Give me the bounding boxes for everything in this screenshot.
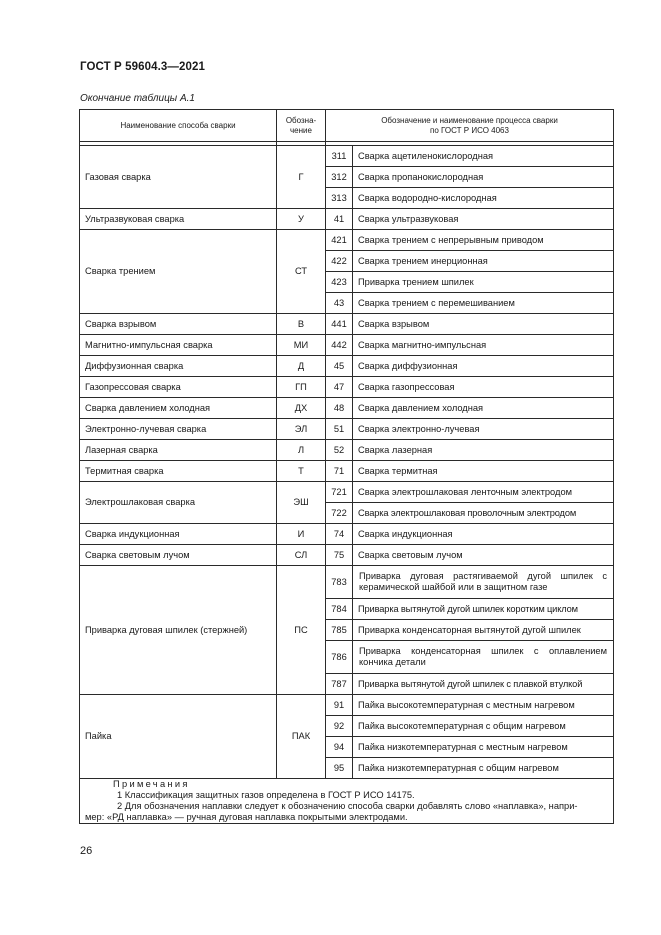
process-code-cell: 74 bbox=[326, 524, 353, 545]
process-name-cell: Сварка давлением холодная bbox=[353, 398, 614, 419]
process-code-cell: 47 bbox=[326, 377, 353, 398]
process-code-cell: 75 bbox=[326, 545, 353, 566]
table-row bbox=[80, 419, 614, 440]
table-row bbox=[80, 461, 614, 482]
process-name-cell: Пайка низкотемпературная с общим нагревом bbox=[353, 758, 614, 779]
process-name-cell: Сварка термитная bbox=[353, 461, 614, 482]
process-code-cell: 92 bbox=[326, 716, 353, 737]
designation-cell: Г bbox=[277, 146, 326, 209]
method-name-cell: Приварка дуговая шпилек (стержней) bbox=[80, 566, 277, 695]
notes-cell bbox=[80, 779, 614, 824]
process-name-cell: Приварка трением шпилек bbox=[353, 272, 614, 293]
process-code-cell: 722 bbox=[326, 503, 353, 524]
process-code-cell: 785 bbox=[326, 620, 353, 641]
process-code-cell: 71 bbox=[326, 461, 353, 482]
table-row bbox=[80, 209, 614, 230]
table-row bbox=[80, 314, 614, 335]
table-row bbox=[80, 398, 614, 419]
process-name-cell: Сварка электрошлаковая ленточным электродом bbox=[353, 482, 614, 503]
process-code-cell: 422 bbox=[326, 251, 353, 272]
table-row bbox=[80, 377, 614, 398]
process-code-cell: 783 bbox=[326, 566, 353, 599]
process-code-cell: 787 bbox=[326, 674, 353, 695]
method-name-cell: Электрошлаковая сварка bbox=[80, 482, 277, 524]
designation-cell: СТ bbox=[277, 230, 326, 314]
process-code-cell: 421 bbox=[326, 230, 353, 251]
process-code-cell: 721 bbox=[326, 482, 353, 503]
method-name-cell: Сварка взрывом bbox=[80, 314, 277, 335]
designation-cell: МИ bbox=[277, 335, 326, 356]
process-code-cell: 45 bbox=[326, 356, 353, 377]
table-row bbox=[80, 545, 614, 566]
notes-row bbox=[80, 779, 614, 824]
process-name-cell: Пайка низкотемпературная с местным нагревом bbox=[353, 737, 614, 758]
process-code-cell: 94 bbox=[326, 737, 353, 758]
process-name-cell: Приварка конденсаторная вытянутой дугой шпилек bbox=[353, 620, 614, 641]
process-code-cell: 51 bbox=[326, 419, 353, 440]
process-code-cell: 423 bbox=[326, 272, 353, 293]
table-body bbox=[80, 142, 614, 779]
process-code-cell: 41 bbox=[326, 209, 353, 230]
table-header-row bbox=[80, 110, 614, 142]
welding-methods-table bbox=[79, 109, 614, 824]
process-code-cell: 91 bbox=[326, 695, 353, 716]
note-2-line-1: 2 Для обозначения наплавки следует к обозначению способа сварки добавлять слово «наплавка», напри- bbox=[117, 801, 578, 811]
method-name-cell: Электронно-лучевая сварка bbox=[80, 419, 277, 440]
process-code-cell: 312 bbox=[326, 167, 353, 188]
designation-cell: Д bbox=[277, 356, 326, 377]
process-name-cell: Сварка индукционная bbox=[353, 524, 614, 545]
process-name-cell: Сварка газопрессовая bbox=[353, 377, 614, 398]
header-designation: Обозна- чение bbox=[277, 110, 326, 142]
method-name-cell: Сварка индукционная bbox=[80, 524, 277, 545]
header-process: Обозначение и наименование процесса сварки по ГОСТ Р ИСО 4063 bbox=[326, 110, 614, 142]
process-name-cell: Сварка световым лучом bbox=[353, 545, 614, 566]
table-row bbox=[80, 695, 614, 716]
document-code: ГОСТ Р 59604.3—2021 bbox=[80, 61, 205, 73]
process-code-cell: 43 bbox=[326, 293, 353, 314]
designation-cell: ПАК bbox=[277, 695, 326, 779]
header-method: Наименование способа сварки bbox=[80, 110, 277, 142]
table-caption: Окончание таблицы А.1 bbox=[80, 93, 195, 104]
table-row bbox=[80, 566, 614, 599]
process-code-cell: 441 bbox=[326, 314, 353, 335]
designation-cell: ПС bbox=[277, 566, 326, 695]
method-name-cell: Сварка давлением холодная bbox=[80, 398, 277, 419]
process-code-cell: 442 bbox=[326, 335, 353, 356]
page-number: 26 bbox=[80, 845, 93, 857]
designation-cell: У bbox=[277, 209, 326, 230]
process-name-cell: Сварка ультразвуковая bbox=[353, 209, 614, 230]
process-code-cell: 786 bbox=[326, 641, 353, 674]
process-name-cell: Приварка конденсаторная шпилек с оплавлением кончика детали bbox=[353, 641, 614, 674]
process-name-cell: Пайка высокотемпературная с местным нагревом bbox=[353, 695, 614, 716]
table-row bbox=[80, 335, 614, 356]
table-row bbox=[80, 524, 614, 545]
process-name-cell: Сварка лазерная bbox=[353, 440, 614, 461]
note-1: 1 Классификация защитных газов определена в ГОСТ Р ИСО 14175. bbox=[117, 790, 415, 800]
method-name-cell: Газовая сварка bbox=[80, 146, 277, 209]
method-name-cell: Магнитно-импульсная сварка bbox=[80, 335, 277, 356]
designation-cell: В bbox=[277, 314, 326, 335]
method-name-cell: Лазерная сварка bbox=[80, 440, 277, 461]
process-name-cell: Приварка вытянутой дугой шпилек коротким циклом bbox=[353, 599, 614, 620]
process-name-cell: Сварка магнитно-импульсная bbox=[353, 335, 614, 356]
table-row bbox=[80, 230, 614, 251]
process-name-cell: Пайка высокотемпературная с общим нагревом bbox=[353, 716, 614, 737]
method-name-cell: Сварка световым лучом bbox=[80, 545, 277, 566]
method-name-cell: Ультразвуковая сварка bbox=[80, 209, 277, 230]
process-code-cell: 311 bbox=[326, 146, 353, 167]
process-name-cell: Сварка трением с непрерывным приводом bbox=[353, 230, 614, 251]
method-name-cell: Термитная сварка bbox=[80, 461, 277, 482]
designation-cell: ДХ bbox=[277, 398, 326, 419]
method-name-cell: Газопрессовая сварка bbox=[80, 377, 277, 398]
process-name-cell: Приварка вытянутой дугой шпилек с плавкой втулкой bbox=[353, 674, 614, 695]
process-code-cell: 48 bbox=[326, 398, 353, 419]
process-code-cell: 784 bbox=[326, 599, 353, 620]
notes-title: Примечания bbox=[113, 779, 190, 789]
process-code-cell: 313 bbox=[326, 188, 353, 209]
designation-cell: И bbox=[277, 524, 326, 545]
table-row bbox=[80, 482, 614, 503]
table-row bbox=[80, 440, 614, 461]
designation-cell: СЛ bbox=[277, 545, 326, 566]
designation-cell: Т bbox=[277, 461, 326, 482]
process-name-cell: Сварка электрошлаковая проволочным электродом bbox=[353, 503, 614, 524]
table-row bbox=[80, 146, 614, 167]
process-name-cell: Сварка электронно-лучевая bbox=[353, 419, 614, 440]
process-name-cell: Сварка трением инерционная bbox=[353, 251, 614, 272]
process-name-cell: Сварка диффузионная bbox=[353, 356, 614, 377]
designation-cell: ГП bbox=[277, 377, 326, 398]
designation-cell: ЭШ bbox=[277, 482, 326, 524]
method-name-cell: Сварка трением bbox=[80, 230, 277, 314]
process-code-cell: 52 bbox=[326, 440, 353, 461]
designation-cell: ЭЛ bbox=[277, 419, 326, 440]
process-name-cell: Сварка водородно-кислородная bbox=[353, 188, 614, 209]
table-row bbox=[80, 356, 614, 377]
process-name-cell: Сварка взрывом bbox=[353, 314, 614, 335]
process-name-cell: Сварка пропанокислородная bbox=[353, 167, 614, 188]
method-name-cell: Диффузионная сварка bbox=[80, 356, 277, 377]
designation-cell: Л bbox=[277, 440, 326, 461]
note-2-line-2: мер: «РД наплавка» — ручная дуговая наплавка покрытыми электродами. bbox=[85, 812, 408, 822]
method-name-cell: Пайка bbox=[80, 695, 277, 779]
process-name-cell: Сварка ацетиленокислородная bbox=[353, 146, 614, 167]
process-name-cell: Сварка трением с перемешиванием bbox=[353, 293, 614, 314]
process-code-cell: 95 bbox=[326, 758, 353, 779]
process-name-cell: Приварка дуговая растягиваемой дугой шпилек с керамической шайбой или в защитном газе bbox=[353, 566, 614, 599]
